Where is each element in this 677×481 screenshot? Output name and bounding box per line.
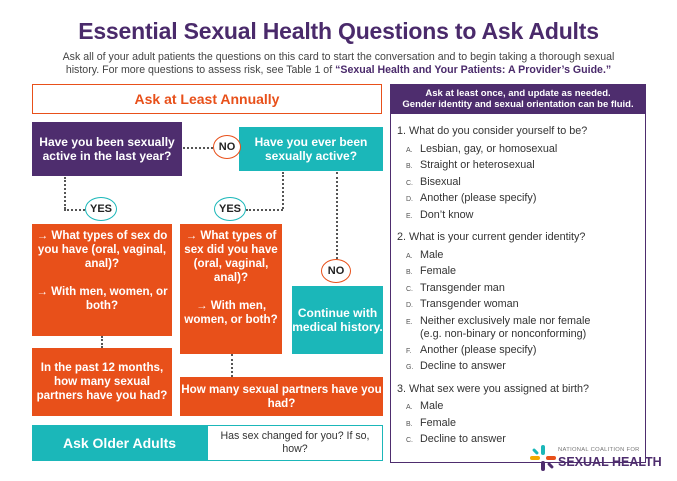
- question-types-of-sex: → What types of sex do you have (oral, vaginal, anal)?: [36, 229, 168, 270]
- subtitle-line1: Ask all of your adult patients the questions on this card to start the conversation and to begin taking a thorough sexual: [62, 51, 615, 63]
- ask-older-adults-label: Ask Older Adults: [32, 425, 207, 461]
- identity-header-line2: Gender identity and sexual orientation can be fluid.: [402, 99, 634, 110]
- logo-org-line1: NATIONAL COALITION FOR: [558, 447, 640, 453]
- question-partners-gender: → With men, women, or both?: [36, 285, 168, 312]
- list-item: F. Another (please specify): [406, 343, 537, 356]
- question-group-gender-identity: [397, 230, 642, 376]
- question-sex-changed: Has sex changed for you? If so, how?: [207, 425, 383, 461]
- identity-question-list: [397, 124, 642, 455]
- list-item: G. Decline to answer: [406, 360, 506, 372]
- guide-reference: “Sexual Health and Your Patients: A Provider’s Guide.”: [335, 64, 612, 76]
- question-active-last-year: Have you been sexually active in the last year?: [32, 122, 182, 176]
- list-item: B. Female: [406, 265, 457, 277]
- page-title: Essential Sexual Health Questions to Ask Adults: [78, 18, 599, 44]
- connector-q2-no-down: [336, 172, 338, 259]
- option-subtext: (e.g. non-binary or nonconforming): [420, 328, 587, 340]
- list-item: B. Female: [406, 416, 457, 429]
- connector-q1-no: [183, 147, 213, 149]
- past-activity-questions: [180, 224, 282, 354]
- question-ever-active: Have you ever been sexually active?: [239, 127, 383, 171]
- current-activity-questions: [32, 224, 172, 336]
- list-item: A. Male: [406, 248, 444, 261]
- connector-q1-yes-right: [64, 209, 85, 211]
- connector-col1-past12: [101, 336, 103, 348]
- list-item: D. Transgender woman: [406, 298, 519, 310]
- subtitle-line2: history. For more questions to assess risk, see Table 1 of: [65, 64, 336, 76]
- question-group-orientation: [397, 124, 642, 224]
- list-item: A. Lesbian, gay, or homosexual: [406, 142, 558, 155]
- ask-annually-header: Ask at Least Annually: [32, 84, 382, 114]
- no-circle-2: NO: [321, 259, 351, 283]
- connector-q2-yes-down: [282, 172, 284, 209]
- question-gender-identity: 2. What is your current gender identity?: [397, 231, 586, 243]
- ncsh-logo-icon: [530, 445, 556, 473]
- identity-header-line1: Ask at least once, and update as needed.: [425, 87, 611, 99]
- list-item: B. Straight or heterosexual: [406, 159, 535, 171]
- question-orientation: 1. What do you consider yourself to be?: [397, 125, 588, 137]
- list-item: C. Bisexual: [406, 175, 461, 188]
- question-partners-gender-past: → With men, women, or both?: [184, 299, 278, 326]
- page-subtitle: [30, 51, 647, 77]
- no-circle-1: NO: [213, 135, 241, 159]
- question-partners-past-12-months: In the past 12 months, how many sexual partners have you had?: [32, 348, 172, 416]
- list-item: A. Male: [406, 400, 444, 412]
- continue-medical-history: Continue with medical history.: [292, 286, 383, 354]
- logo-org-line2: SEXUAL HEALTH: [558, 455, 662, 469]
- connector-col2-howmany: [231, 354, 233, 377]
- ncsh-logo: [530, 444, 660, 474]
- identity-panel-header: [390, 84, 646, 114]
- list-item: C. Transgender man: [406, 281, 505, 294]
- question-types-of-sex-past: → What types of sex did you have (oral, vaginal, anal)?: [184, 229, 278, 284]
- list-item: D. Another (please specify): [406, 192, 537, 204]
- question-partners-lifetime: How many sexual partners have you had?: [180, 377, 383, 416]
- connector-q2-yes-left: [246, 209, 283, 211]
- yes-circle-2: YES: [214, 197, 246, 221]
- question-group-assigned-sex: [397, 382, 642, 449]
- yes-circle-1: YES: [85, 197, 117, 221]
- list-item: E. Don’t know: [406, 208, 474, 221]
- list-item: E. Neither exclusively male nor female: [406, 314, 591, 327]
- connector-q1-yes-down: [64, 177, 66, 209]
- question-assigned-sex: 3. What sex were you assigned at birth?: [397, 382, 590, 395]
- list-item: C. Decline to answer: [406, 433, 506, 445]
